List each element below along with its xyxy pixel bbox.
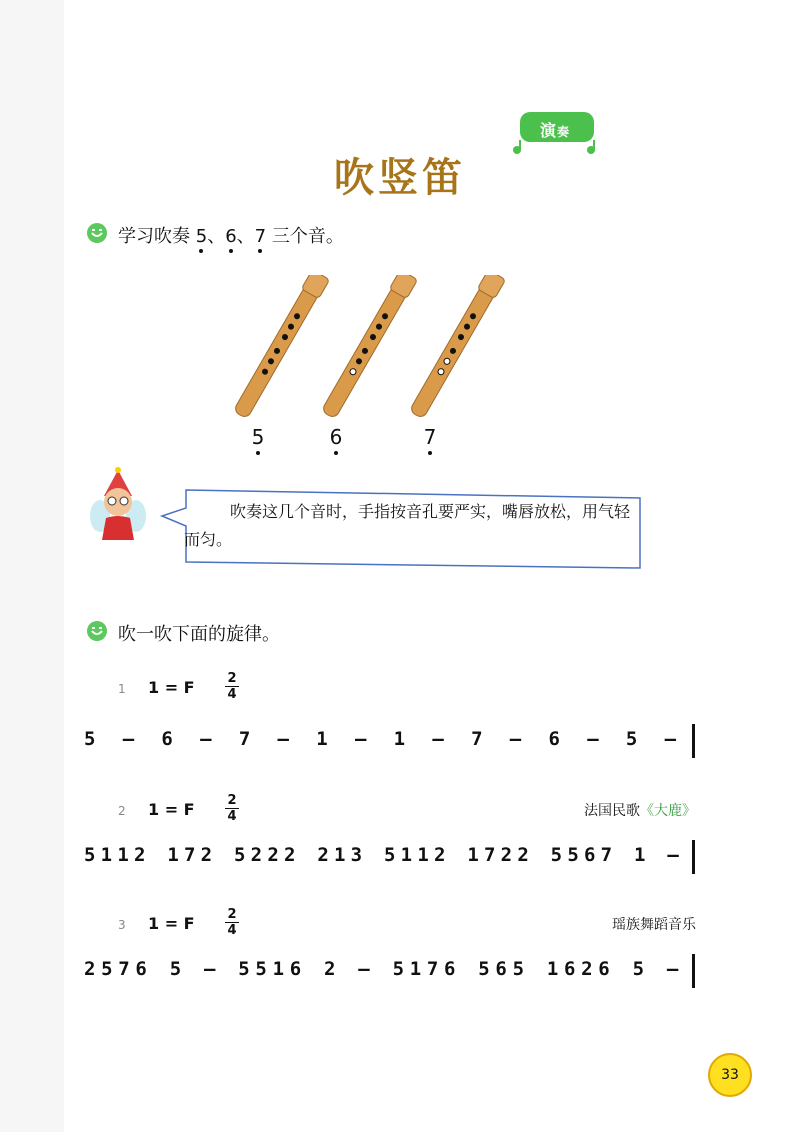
note-digit: 2 [250,844,263,866]
note-digit: 5 [234,844,246,866]
note-digit: 6 [564,958,576,980]
recorder-icon [319,275,417,420]
dash-mark: – [587,728,599,750]
note-digit: 3 [350,844,363,866]
note-digit: 7 [238,728,251,750]
note-digit: 6 [289,958,302,980]
note-digit: 6 [598,958,610,980]
dash-mark: – [122,728,135,750]
song-source: 瑶族舞蹈音乐 [612,917,696,933]
recorders-illustration [230,275,530,425]
note-digit: 2 [84,958,96,980]
note-digit: 5 [101,958,113,980]
note-digit: 1 [117,844,129,866]
key-signature: 3 1 = F [118,914,195,933]
song-source: 法国民歌《大鹿》 [584,803,696,819]
note-digit: 5 [392,958,405,980]
dash-mark: – [664,728,677,750]
note-digit: 6 [495,958,507,980]
note-digit: 5 [84,844,96,866]
page-title: 吹竖笛 [334,154,466,201]
note-digit: 5 [84,728,96,750]
note-digit: 2 [317,844,329,866]
note-digit: 1 [167,844,179,866]
time-signature: 2 4 [225,672,239,701]
note-digit: 1 [467,844,479,866]
note-digit: 5 [625,728,638,750]
note-digit: 5 [238,958,250,980]
recorder-icon [231,275,329,420]
note-digit: 5 [255,958,267,980]
note-digit: 1 [334,844,346,866]
note-digit: 1 [409,958,422,980]
dash-mark: – [354,728,367,750]
smiley-icon [86,620,108,642]
note-digit: 7 [118,958,130,980]
note-digit: 7 [600,844,613,866]
note-digit: 7 [484,844,496,866]
score-line [84,958,704,988]
note-digit: 2 [500,844,513,866]
note-digit: 1 [100,844,113,866]
score-line [84,844,704,874]
end-barline [692,954,695,988]
smiley-icon [86,222,108,244]
section1-text: 学习吹奏 5 、6 、7 三个音。 [118,222,344,248]
dash-mark: – [509,728,522,750]
note-7-low: 7 [255,226,266,247]
note-digit: 1 [546,958,559,980]
note-digit: 1 [272,958,285,980]
page-number: 33 [708,1053,752,1097]
note-digit: 1 [400,844,413,866]
note-digit: 7 [184,844,196,866]
note-digit: 1 [316,728,328,750]
time-signature: 2 4 [225,794,239,823]
note-digit: 5 [512,958,525,980]
key-signature: 1 1 = F [118,678,195,697]
note-digit: 2 [284,844,296,866]
note-digit: 2 [434,844,446,866]
note-digit: 1 [417,844,429,866]
recorder-label: 6 [326,425,346,449]
note-digit: 6 [135,958,147,980]
note-5-low: 5 [196,226,207,247]
mascot-icon [86,466,150,546]
note-digit: 6 [548,728,560,750]
note-digit: 5 [567,844,579,866]
note-digit: 6 [444,958,456,980]
recorder-label: 5 [248,425,268,449]
dash-mark: – [204,958,216,980]
note-digit: 7 [426,958,439,980]
note-digit: 1 [393,728,406,750]
note-digit: 5 [550,844,563,866]
dash-mark: – [277,728,289,750]
dash-mark: – [200,728,212,750]
note-digit: 2 [200,844,213,866]
note-6-low: 6 [225,226,236,247]
note-digit: 7 [471,728,483,750]
note-digit: 5 [384,844,396,866]
note-digit: 2 [517,844,529,866]
end-barline [692,724,695,758]
note-digit: 6 [161,728,173,750]
end-barline [692,840,695,874]
note-digit: 5 [632,958,645,980]
note-digit: 6 [584,844,596,866]
note-digit: 5 [169,958,182,980]
note-digit: 2 [267,844,279,866]
key-signature: 2 1 = F [118,800,195,819]
recorder-icon [407,275,505,420]
note-digit: 2 [581,958,593,980]
note-digit: 2 [134,844,146,866]
dash-mark: – [666,958,679,980]
note-digit: 1 [634,844,646,866]
dash-mark: – [358,958,370,980]
note-digit: 2 [324,958,336,980]
score-line [84,728,704,758]
section2-text: 吹一吹下面的旋律。 [118,624,280,645]
dash-mark: – [667,844,679,866]
tip-text: 吹奏这几个音时，手指按音孔要严实，嘴唇放松，用气轻而匀。 [184,502,631,549]
recorder-label: 7 [420,425,440,449]
note-digit: 5 [478,958,490,980]
dash-mark: – [432,728,444,750]
time-signature: 2 4 [225,908,239,937]
badge-label: 演奏 [540,121,570,140]
